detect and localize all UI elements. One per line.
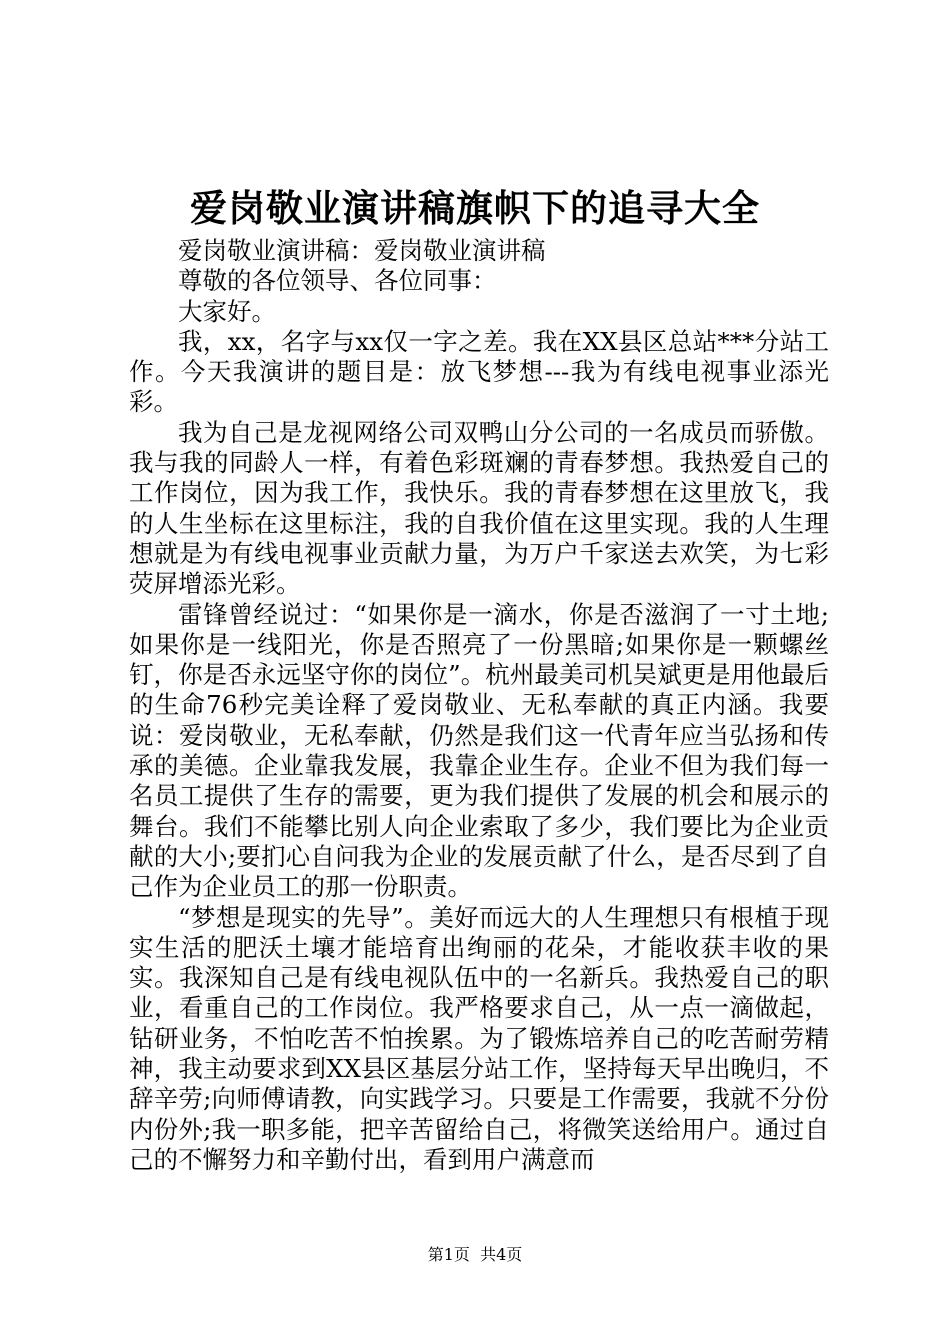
paragraph: “梦想是现实的先导”。美好而远大的人生理想只有根植于现实生活的肥沃土壤才能培育出绚丽的花朵，才能收获丰收的果实。我深知自己是有线电视队伍中的一名新兵。我热爱自己的职业，看重自己的工作岗位。我严格要求自己，从一点一滴做起，钻研业务，不怕吃苦不怕挨累。为了锻炼培养自己的吃苦耐劳精神，我主动要求到XX县区基层分站工作，坚持每天早出晚归，不辞辛劳;向师傅请教，向实践学习。只要是工作需要，我就不分份内份外;我一职多能，把辛苦留给自己，将微笑送给用户。通过自己的不懈努力和辛勤付出，看到用户满意而 <box>129 902 829 1174</box>
page-total: 共4页 <box>480 1245 523 1264</box>
paragraph: 大家好。 <box>178 296 276 326</box>
paragraph: 我，xx，名字与xx仅一字之差。我在XX县区总站***分站工作。今天我演讲的题目是：放飞梦想---我为有线电视事业添光彩。 <box>129 326 829 417</box>
paragraph: 尊敬的各位领导、各位同事： <box>178 266 497 296</box>
paragraph: 雷锋曾经说过：“如果你是一滴水，你是否滋润了一寸土地;如果你是一线阳光，你是否照亮了一份黑暗;如果你是一颗螺丝钉，你是否永远坚守你的岗位”。杭州最美司机吴斌更是用他最后的生命76秒完美诠释了爱岗敬业、无私奉献的真正内涵。我要说：爱岗敬业，无私奉献，仍然是我们这一代青年应当弘扬和传承的美德。企业靠我发展，我靠企业生存。企业不但为我们每一名员工提供了生存的需要，更为我们提供了发展的机会和展示的舞台。我们不能攀比别人向企业索取了多少，我们要比为企业贡献的大小;要扪心自问我为企业的发展贡献了什么，是否尽到了自己作为企业员工的那一份职责。 <box>129 599 829 902</box>
paragraph: 我为自己是龙视网络公司双鸭山分公司的一名成员而骄傲。我与我的同龄人一样，有着色彩斑斓的青春梦想。我热爱自己的工作岗位，因为我工作，我快乐。我的青春梦想在这里放飞，我的人生坐标在这里标注，我的自我价值在这里实现。我的人生理想就是为有线电视事业贡献力量，为万户千家送去欢笑，为七彩荧屏增添光彩。 <box>129 417 829 599</box>
document-title: 爱岗敬业演讲稿旗帜下的追寻大全 <box>190 186 760 230</box>
document-body <box>129 236 829 1175</box>
page-footer <box>0 1244 950 1266</box>
paragraph: 爱岗敬业演讲稿：爱岗敬业演讲稿 <box>178 236 546 265</box>
page-number: 第1页 <box>427 1245 470 1264</box>
